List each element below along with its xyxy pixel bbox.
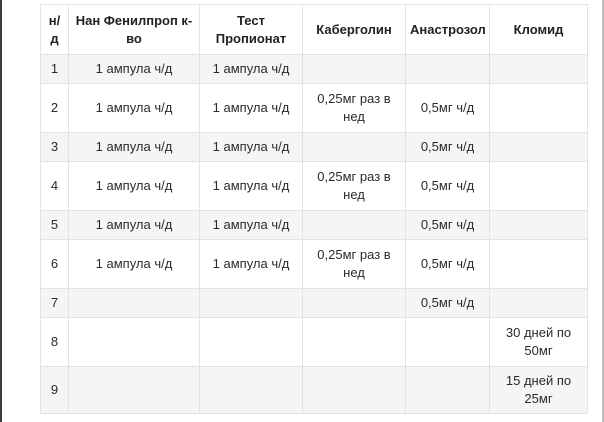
cell-testosterone: 1 ампула ч/д bbox=[200, 55, 303, 84]
cell-clomid bbox=[490, 55, 588, 84]
table-row bbox=[41, 162, 588, 211]
cell-cabergoline: 0,25мг раз в нед bbox=[303, 162, 406, 211]
table-row bbox=[41, 240, 588, 289]
cell-anastrozole bbox=[406, 367, 490, 414]
cell-clomid bbox=[490, 289, 588, 318]
cell-week: 2 bbox=[41, 84, 69, 133]
cell-testosterone: 1 ампула ч/д bbox=[200, 133, 303, 162]
cell-week: 3 bbox=[41, 133, 69, 162]
header-clomid: Кломид bbox=[490, 5, 588, 55]
cell-week: 1 bbox=[41, 55, 69, 84]
cell-nandrolone: 1 ампула ч/д bbox=[69, 162, 200, 211]
cell-cabergoline: 0,25мг раз в нед bbox=[303, 240, 406, 289]
table-row bbox=[41, 289, 588, 318]
cell-clomid bbox=[490, 162, 588, 211]
cell-nandrolone: 1 ампула ч/д bbox=[69, 133, 200, 162]
left-border bbox=[0, 0, 2, 422]
cell-cabergoline bbox=[303, 289, 406, 318]
cell-testosterone: 1 ампула ч/д bbox=[200, 211, 303, 240]
header-row bbox=[41, 5, 588, 55]
cell-testosterone: 1 ампула ч/д bbox=[200, 84, 303, 133]
cell-clomid bbox=[490, 211, 588, 240]
cell-week: 4 bbox=[41, 162, 69, 211]
header-week: н/д bbox=[41, 5, 69, 55]
cell-week: 9 bbox=[41, 367, 69, 414]
cell-anastrozole: 0,5мг ч/д bbox=[406, 289, 490, 318]
cell-testosterone bbox=[200, 367, 303, 414]
cell-week: 5 bbox=[41, 211, 69, 240]
cell-clomid bbox=[490, 133, 588, 162]
cell-anastrozole: 0,5мг ч/д bbox=[406, 133, 490, 162]
cell-anastrozole bbox=[406, 55, 490, 84]
table-row bbox=[41, 367, 588, 414]
cell-anastrozole: 0,5мг ч/д bbox=[406, 240, 490, 289]
cell-anastrozole: 0,5мг ч/д bbox=[406, 84, 490, 133]
header-nandrolone: Нан Фенилпроп к-во bbox=[69, 5, 200, 55]
cell-nandrolone: 1 ампула ч/д bbox=[69, 240, 200, 289]
cell-testosterone: 1 ампула ч/д bbox=[200, 240, 303, 289]
cell-week: 7 bbox=[41, 289, 69, 318]
table-row bbox=[41, 318, 588, 367]
cell-cabergoline: 0,25мг раз в нед bbox=[303, 84, 406, 133]
regimen-table bbox=[40, 4, 588, 414]
header-anastrozole: Анастрозол bbox=[406, 5, 490, 55]
cell-nandrolone bbox=[69, 318, 200, 367]
header-cabergoline: Каберголин bbox=[303, 5, 406, 55]
cell-testosterone bbox=[200, 318, 303, 367]
cell-clomid: 15 дней по 25мг bbox=[490, 367, 588, 414]
table-row bbox=[41, 133, 588, 162]
cell-clomid bbox=[490, 84, 588, 133]
cell-anastrozole: 0,5мг ч/д bbox=[406, 162, 490, 211]
cell-week: 8 bbox=[41, 318, 69, 367]
cell-cabergoline bbox=[303, 211, 406, 240]
cell-testosterone: 1 ампула ч/д bbox=[200, 162, 303, 211]
cell-nandrolone: 1 ампула ч/д bbox=[69, 211, 200, 240]
cell-nandrolone bbox=[69, 289, 200, 318]
cell-nandrolone: 1 ампула ч/д bbox=[69, 55, 200, 84]
cell-week: 6 bbox=[41, 240, 69, 289]
cell-cabergoline bbox=[303, 55, 406, 84]
cell-anastrozole: 0,5мг ч/д bbox=[406, 211, 490, 240]
header-testosterone: Тест Пропионат bbox=[200, 5, 303, 55]
cell-cabergoline bbox=[303, 318, 406, 367]
table-row bbox=[41, 211, 588, 240]
table-row bbox=[41, 55, 588, 84]
table-row bbox=[41, 84, 588, 133]
cell-nandrolone bbox=[69, 367, 200, 414]
cell-nandrolone: 1 ампула ч/д bbox=[69, 84, 200, 133]
cell-clomid bbox=[490, 240, 588, 289]
cell-clomid: 30 дней по 50мг bbox=[490, 318, 588, 367]
cell-cabergoline bbox=[303, 133, 406, 162]
cell-cabergoline bbox=[303, 367, 406, 414]
cell-anastrozole bbox=[406, 318, 490, 367]
cell-testosterone bbox=[200, 289, 303, 318]
